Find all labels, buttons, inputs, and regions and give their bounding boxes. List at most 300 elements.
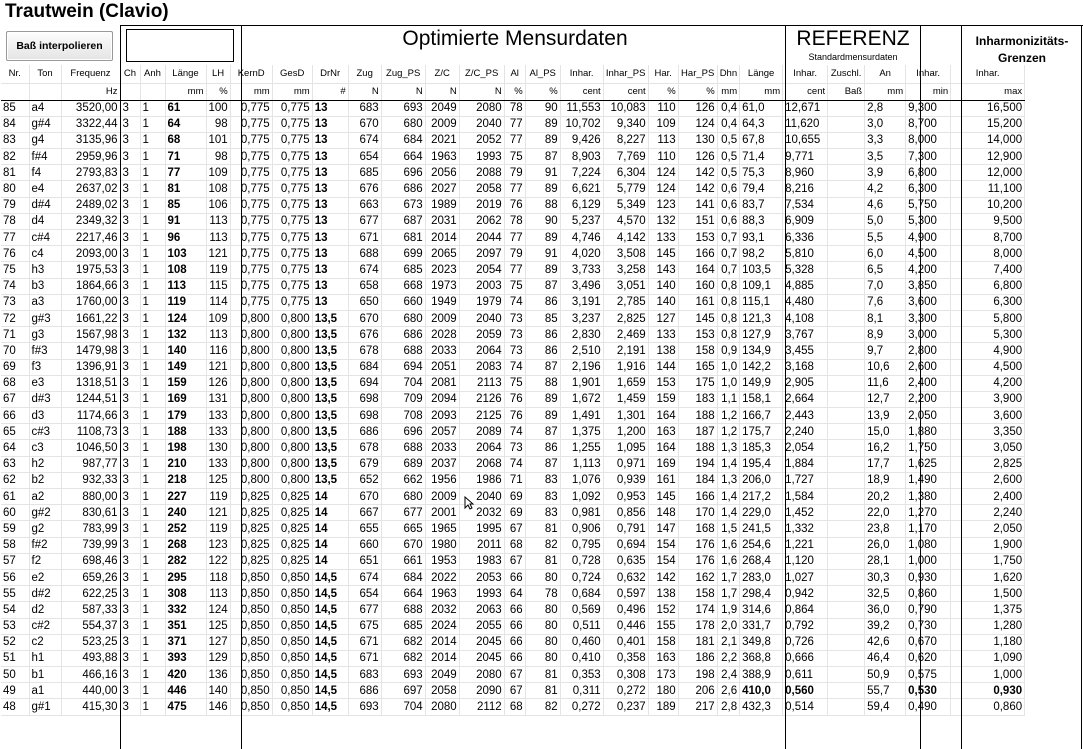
table-cell[interactable]: 64 <box>165 116 206 132</box>
table-cell[interactable]: 163 <box>648 650 678 666</box>
table-cell[interactable]: 0,800 <box>230 375 272 391</box>
column-header[interactable]: Inhar. <box>560 65 603 83</box>
table-cell[interactable]: 3,3 <box>865 132 906 148</box>
table-cell[interactable]: 3,300 <box>906 310 951 326</box>
table-cell[interactable]: 71 <box>504 472 525 488</box>
table-cell[interactable]: f#2 <box>29 537 61 553</box>
table-cell[interactable]: 664 <box>381 149 425 165</box>
table-cell[interactable]: 0,850 <box>272 699 312 715</box>
table-cell[interactable]: 115 <box>206 278 230 294</box>
column-header[interactable]: Inhar_PS <box>603 65 648 83</box>
table-cell[interactable]: 96 <box>165 230 206 246</box>
table-cell[interactable]: 1 <box>140 294 165 310</box>
table-cell[interactable]: d#2 <box>29 586 61 602</box>
column-header[interactable]: GesD <box>272 65 312 83</box>
table-cell[interactable]: 136 <box>206 667 230 683</box>
table-cell[interactable]: 2021 <box>425 132 459 148</box>
table-cell[interactable]: 164 <box>678 262 717 278</box>
table-cell[interactable]: 2089 <box>459 424 504 440</box>
table-cell[interactable]: 14,5 <box>312 618 348 634</box>
table-cell[interactable]: 78 <box>504 100 525 116</box>
table-cell[interactable]: 195,4 <box>740 456 783 472</box>
table-cell[interactable]: 0,850 <box>230 586 272 602</box>
table-cell[interactable]: 0,906 <box>560 521 603 537</box>
table-cell[interactable]: 81 <box>165 181 206 197</box>
table-cell[interactable] <box>828 456 865 472</box>
table-cell[interactable]: 73 <box>504 440 525 456</box>
table-cell[interactable]: 663 <box>348 197 381 213</box>
table-cell[interactable]: 90 <box>525 100 560 116</box>
table-cell[interactable]: 2,240 <box>951 505 1025 521</box>
table-cell[interactable]: 14,5 <box>312 634 348 650</box>
table-cell[interactable]: 13,9 <box>865 408 906 424</box>
table-cell[interactable]: 3 <box>120 569 140 585</box>
table-cell[interactable]: 4,6 <box>865 197 906 213</box>
table-cell[interactable]: 91 <box>525 165 560 181</box>
table-cell[interactable]: 140 <box>206 683 230 699</box>
table-cell[interactable]: 1 <box>140 230 165 246</box>
table-cell[interactable]: 0,792 <box>783 618 828 634</box>
table-cell[interactable]: 1396,91 <box>61 359 120 375</box>
table-cell[interactable]: 0,272 <box>603 683 648 699</box>
table-cell[interactable]: 13 <box>312 213 348 229</box>
table-cell[interactable]: 0,850 <box>272 683 312 699</box>
table-cell[interactable]: e4 <box>29 181 61 197</box>
table-cell[interactable]: 0,800 <box>230 310 272 326</box>
table-cell[interactable]: 132 <box>165 327 206 343</box>
table-cell[interactable]: 13 <box>312 116 348 132</box>
table-cell[interactable]: 3 <box>120 262 140 278</box>
table-cell[interactable] <box>828 246 865 262</box>
table-cell[interactable]: 1,6 <box>717 553 739 569</box>
table-cell[interactable]: 57 <box>1 553 29 569</box>
table-cell[interactable]: 0,930 <box>906 569 951 585</box>
table-cell[interactable]: 3,050 <box>951 440 1025 456</box>
table-cell[interactable]: 1,0 <box>717 359 739 375</box>
table-cell[interactable]: 147 <box>648 521 678 537</box>
column-header[interactable]: Al <box>504 65 525 83</box>
table-cell[interactable]: 0,775 <box>230 278 272 294</box>
table-cell[interactable]: 3 <box>120 456 140 472</box>
table-cell[interactable]: 170 <box>678 505 717 521</box>
table-cell[interactable]: 4,200 <box>951 375 1025 391</box>
table-cell[interactable]: 1975,53 <box>61 262 120 278</box>
table-cell[interactable]: c3 <box>29 440 61 456</box>
table-cell[interactable]: 14,5 <box>312 586 348 602</box>
table-cell[interactable]: 1 <box>140 246 165 262</box>
table-cell[interactable]: 0,775 <box>272 132 312 148</box>
table-cell[interactable]: 2,600 <box>906 359 951 375</box>
table-cell[interactable]: 16,2 <box>865 440 906 456</box>
table-cell[interactable]: 0,850 <box>230 667 272 683</box>
table-cell[interactable]: 0,800 <box>230 343 272 359</box>
table-cell[interactable]: 206,0 <box>740 472 783 488</box>
table-cell[interactable]: 1,000 <box>951 667 1025 683</box>
table-cell[interactable]: 679 <box>348 456 381 472</box>
table-cell[interactable]: 183 <box>678 391 717 407</box>
table-cell[interactable]: 684 <box>381 132 425 148</box>
table-cell[interactable]: 73 <box>504 310 525 326</box>
table-cell[interactable]: 124 <box>206 602 230 618</box>
table-cell[interactable]: 699 <box>381 246 425 262</box>
table-cell[interactable]: 3 <box>120 408 140 424</box>
table-cell[interactable]: 1983 <box>459 553 504 569</box>
table-cell[interactable]: 1 <box>140 537 165 553</box>
table-cell[interactable]: 651 <box>348 553 381 569</box>
table-cell[interactable]: 4,746 <box>560 230 603 246</box>
table-cell[interactable]: 3,508 <box>603 246 648 262</box>
table-cell[interactable]: 7,0 <box>865 278 906 294</box>
table-cell[interactable]: 89 <box>525 391 560 407</box>
column-unit[interactable]: mm <box>165 83 206 100</box>
table-cell[interactable]: 121 <box>206 246 230 262</box>
table-cell[interactable]: 2065 <box>425 246 459 262</box>
table-cell[interactable] <box>828 391 865 407</box>
table-cell[interactable]: 77 <box>504 181 525 197</box>
table-cell[interactable]: 1 <box>140 667 165 683</box>
table-cell[interactable]: 109,1 <box>740 278 783 294</box>
table-cell[interactable]: 88 <box>525 197 560 213</box>
table-cell[interactable]: 1,625 <box>906 456 951 472</box>
table-cell[interactable]: 188 <box>678 440 717 456</box>
table-cell[interactable]: 670 <box>348 310 381 326</box>
table-cell[interactable]: 6,300 <box>906 181 951 197</box>
table-cell[interactable]: 2,825 <box>951 456 1025 472</box>
table-cell[interactable]: 160 <box>678 278 717 294</box>
table-cell[interactable] <box>828 667 865 683</box>
table-cell[interactable]: 80 <box>525 634 560 650</box>
column-header[interactable]: DrNr <box>312 65 348 83</box>
table-cell[interactable]: g#1 <box>29 699 61 715</box>
table-cell[interactable]: 161 <box>648 472 678 488</box>
table-cell[interactable]: 2059 <box>459 327 504 343</box>
table-cell[interactable]: 674 <box>348 262 381 278</box>
table-cell[interactable]: 218 <box>165 472 206 488</box>
table-cell[interactable]: 6,800 <box>951 278 1025 294</box>
table-cell[interactable]: 3 <box>120 278 140 294</box>
table-cell[interactable]: 1,0 <box>717 375 739 391</box>
table-cell[interactable]: 0,850 <box>272 634 312 650</box>
table-cell[interactable] <box>828 408 865 424</box>
table-cell[interactable]: 0,8 <box>717 294 739 310</box>
table-cell[interactable]: 783,99 <box>61 521 120 537</box>
table-cell[interactable]: 1 <box>140 440 165 456</box>
table-cell[interactable]: 69 <box>1 359 29 375</box>
column-header[interactable]: Zuschl. <box>828 65 865 83</box>
table-cell[interactable]: 39,2 <box>865 618 906 634</box>
table-cell[interactable]: 26,0 <box>865 537 906 553</box>
table-cell[interactable]: 9,426 <box>560 132 603 148</box>
table-cell[interactable]: 9,771 <box>783 149 828 165</box>
table-cell[interactable]: 4,200 <box>906 262 951 278</box>
table-cell[interactable]: 2,8 <box>717 699 739 715</box>
table-cell[interactable]: 6,0 <box>865 246 906 262</box>
table-cell[interactable]: 81 <box>1 165 29 181</box>
table-cell[interactable]: 86 <box>525 343 560 359</box>
table-cell[interactable]: 77 <box>504 262 525 278</box>
table-cell[interactable]: 2094 <box>425 391 459 407</box>
table-cell[interactable]: 3,9 <box>865 165 906 181</box>
table-cell[interactable] <box>828 586 865 602</box>
table-cell[interactable]: 1,120 <box>783 553 828 569</box>
table-cell[interactable]: 1965 <box>425 521 459 537</box>
table-cell[interactable]: 1567,98 <box>61 327 120 343</box>
table-cell[interactable]: 1,255 <box>560 440 603 456</box>
table-cell[interactable]: 178 <box>678 618 717 634</box>
table-cell[interactable]: 55,7 <box>865 683 906 699</box>
table-cell[interactable]: 12,000 <box>951 165 1025 181</box>
table-cell[interactable]: 85 <box>1 100 29 116</box>
table-cell[interactable]: 67,8 <box>740 132 783 148</box>
table-cell[interactable]: 67 <box>504 521 525 537</box>
table-cell[interactable]: 14,5 <box>312 569 348 585</box>
table-cell[interactable] <box>828 537 865 553</box>
table-cell[interactable]: 68 <box>165 132 206 148</box>
table-cell[interactable]: 2045 <box>459 634 504 650</box>
table-cell[interactable]: 142 <box>648 569 678 585</box>
table-cell[interactable]: 3 <box>120 553 140 569</box>
table-cell[interactable]: 185,3 <box>740 440 783 456</box>
column-unit[interactable]: max <box>951 83 1025 100</box>
table-cell[interactable]: 2,400 <box>951 489 1025 505</box>
table-cell[interactable]: 1,490 <box>906 472 951 488</box>
table-cell[interactable]: 8,700 <box>951 230 1025 246</box>
table-cell[interactable]: 1 <box>140 197 165 213</box>
table-cell[interactable]: 198 <box>165 440 206 456</box>
table-cell[interactable]: 75 <box>1 262 29 278</box>
table-cell[interactable]: 0,850 <box>230 650 272 666</box>
table-cell[interactable]: 3 <box>120 505 140 521</box>
table-cell[interactable]: 1 <box>140 699 165 715</box>
table-cell[interactable]: 678 <box>348 440 381 456</box>
table-cell[interactable]: 1 <box>140 650 165 666</box>
table-cell[interactable]: 1979 <box>459 294 504 310</box>
column-header[interactable]: Zug_PS <box>381 65 425 83</box>
table-cell[interactable]: 0,496 <box>603 602 648 618</box>
table-cell[interactable]: 127 <box>206 634 230 650</box>
table-cell[interactable]: 0,272 <box>560 699 603 715</box>
table-cell[interactable]: g2 <box>29 521 61 537</box>
column-header[interactable]: Zug <box>348 65 381 83</box>
table-cell[interactable]: 2051 <box>425 359 459 375</box>
column-header[interactable]: Har. <box>648 65 678 83</box>
table-cell[interactable]: 78 <box>1 213 29 229</box>
table-cell[interactable]: 2,8 <box>865 100 906 116</box>
table-cell[interactable]: 688 <box>348 246 381 262</box>
table-cell[interactable] <box>828 375 865 391</box>
table-cell[interactable]: 5,5 <box>865 230 906 246</box>
table-cell[interactable]: 67 <box>504 553 525 569</box>
table-cell[interactable]: 158,1 <box>740 391 783 407</box>
table-cell[interactable]: 133 <box>206 408 230 424</box>
table-cell[interactable]: 0,860 <box>951 699 1025 715</box>
table-cell[interactable]: 14 <box>312 489 348 505</box>
column-unit[interactable] <box>140 83 165 100</box>
table-cell[interactable]: 74 <box>504 456 525 472</box>
table-cell[interactable]: 66 <box>504 602 525 618</box>
table-cell[interactable]: 0,632 <box>603 569 648 585</box>
table-cell[interactable]: 1 <box>140 375 165 391</box>
table-cell[interactable]: 3,455 <box>783 343 828 359</box>
table-cell[interactable]: 0,800 <box>230 440 272 456</box>
table-cell[interactable]: 2,905 <box>783 375 828 391</box>
column-unit[interactable] <box>1 83 29 100</box>
table-cell[interactable]: 0,791 <box>603 521 648 537</box>
column-unit[interactable]: Hz <box>61 83 120 100</box>
table-cell[interactable]: 0,800 <box>272 310 312 326</box>
table-cell[interactable]: 77 <box>1 230 29 246</box>
table-cell[interactable]: 166 <box>678 489 717 505</box>
table-cell[interactable] <box>828 618 865 634</box>
table-cell[interactable]: 388,9 <box>740 667 783 683</box>
table-cell[interactable]: 13,5 <box>312 391 348 407</box>
table-cell[interactable]: 124 <box>648 181 678 197</box>
table-cell[interactable]: 0,825 <box>272 489 312 505</box>
table-cell[interactable]: 127,9 <box>740 327 783 343</box>
table-cell[interactable]: 176 <box>678 553 717 569</box>
table-cell[interactable]: 0,684 <box>560 586 603 602</box>
table-cell[interactable]: 58 <box>1 537 29 553</box>
table-cell[interactable]: 80 <box>525 569 560 585</box>
table-cell[interactable]: 0,800 <box>272 343 312 359</box>
table-cell[interactable]: c#2 <box>29 618 61 634</box>
table-cell[interactable]: 109 <box>206 310 230 326</box>
table-cell[interactable]: 146 <box>206 699 230 715</box>
table-cell[interactable]: 1,080 <box>906 537 951 553</box>
table-cell[interactable]: 186 <box>678 650 717 666</box>
table-cell[interactable]: 165 <box>678 359 717 375</box>
table-cell[interactable]: 3 <box>120 343 140 359</box>
table-cell[interactable]: 67 <box>1 391 29 407</box>
table-cell[interactable]: 113 <box>206 213 230 229</box>
table-cell[interactable]: 14,5 <box>312 683 348 699</box>
table-cell[interactable]: 440,00 <box>61 683 120 699</box>
table-cell[interactable] <box>828 197 865 213</box>
table-cell[interactable]: 23,8 <box>865 521 906 537</box>
table-cell[interactable]: 665 <box>381 521 425 537</box>
table-cell[interactable]: 151 <box>678 213 717 229</box>
table-cell[interactable]: 3 <box>120 650 140 666</box>
table-cell[interactable]: g3 <box>29 327 61 343</box>
table-cell[interactable]: 61 <box>165 100 206 116</box>
table-cell[interactable]: 2113 <box>459 375 504 391</box>
table-cell[interactable]: 677 <box>348 602 381 618</box>
table-cell[interactable]: f4 <box>29 165 61 181</box>
table-cell[interactable]: 74 <box>504 424 525 440</box>
table-cell[interactable]: 2,600 <box>951 472 1025 488</box>
table-cell[interactable]: 675 <box>348 618 381 634</box>
table-cell[interactable]: 684 <box>381 569 425 585</box>
table-cell[interactable]: 3 <box>120 327 140 343</box>
table-cell[interactable]: 189 <box>648 699 678 715</box>
column-header[interactable]: Länge <box>740 65 783 83</box>
table-cell[interactable]: 2044 <box>459 230 504 246</box>
table-cell[interactable]: 3 <box>120 521 140 537</box>
table-cell[interactable]: 704 <box>381 699 425 715</box>
table-cell[interactable]: 13 <box>312 230 348 246</box>
table-cell[interactable]: 2056 <box>425 165 459 181</box>
table-cell[interactable]: 168 <box>678 521 717 537</box>
table-cell[interactable]: 0,775 <box>230 100 272 116</box>
table-cell[interactable] <box>828 100 865 116</box>
table-cell[interactable]: 446 <box>165 683 206 699</box>
table-cell[interactable]: h3 <box>29 262 61 278</box>
table-cell[interactable]: a4 <box>29 100 61 116</box>
table-cell[interactable]: 2,4 <box>717 667 739 683</box>
table-cell[interactable]: 82 <box>1 149 29 165</box>
table-cell[interactable]: 114 <box>206 294 230 310</box>
table-cell[interactable]: 153 <box>648 375 678 391</box>
table-cell[interactable]: 694 <box>381 359 425 375</box>
table-cell[interactable]: 3,051 <box>603 278 648 294</box>
table-cell[interactable]: 0,5 <box>717 149 739 165</box>
table-cell[interactable] <box>828 181 865 197</box>
table-cell[interactable]: 154 <box>648 537 678 553</box>
table-cell[interactable]: 3,733 <box>560 262 603 278</box>
table-cell[interactable]: 688 <box>381 343 425 359</box>
table-cell[interactable]: 3,5 <box>865 149 906 165</box>
table-cell[interactable] <box>828 149 865 165</box>
table-cell[interactable]: 0,825 <box>230 537 272 553</box>
table-cell[interactable]: 0,825 <box>272 553 312 569</box>
table-cell[interactable]: 1,620 <box>951 569 1025 585</box>
table-cell[interactable]: 4,900 <box>906 230 951 246</box>
table-cell[interactable]: 3 <box>120 213 140 229</box>
table-cell[interactable]: 0,775 <box>230 213 272 229</box>
table-cell[interactable] <box>828 440 865 456</box>
table-cell[interactable]: 6,909 <box>783 213 828 229</box>
table-cell[interactable]: 68 <box>504 699 525 715</box>
table-cell[interactable]: 0,775 <box>230 149 272 165</box>
table-cell[interactable]: 0,666 <box>783 650 828 666</box>
table-cell[interactable]: 1,027 <box>783 569 828 585</box>
table-cell[interactable]: 0,800 <box>272 424 312 440</box>
table-cell[interactable]: 0,864 <box>783 602 828 618</box>
table-cell[interactable] <box>828 310 865 326</box>
table-cell[interactable]: 1,452 <box>783 505 828 521</box>
table-cell[interactable]: 116 <box>206 343 230 359</box>
table-cell[interactable]: 1046,50 <box>61 440 120 456</box>
table-cell[interactable]: 682 <box>381 650 425 666</box>
table-cell[interactable]: 0,7 <box>717 246 739 262</box>
column-unit[interactable]: % <box>206 83 230 100</box>
table-cell[interactable]: 6,304 <box>603 165 648 181</box>
table-cell[interactable]: 3 <box>120 537 140 553</box>
table-cell[interactable]: 1,095 <box>603 440 648 456</box>
table-cell[interactable]: 79 <box>504 165 525 181</box>
table-cell[interactable]: 655 <box>348 521 381 537</box>
table-cell[interactable]: 84 <box>1 116 29 132</box>
table-cell[interactable]: 61,0 <box>740 100 783 116</box>
table-cell[interactable]: 100 <box>206 100 230 116</box>
table-cell[interactable]: 13,5 <box>312 440 348 456</box>
table-cell[interactable]: 0,358 <box>603 650 648 666</box>
table-cell[interactable]: 420 <box>165 667 206 683</box>
table-cell[interactable] <box>828 327 865 343</box>
table-cell[interactable]: 60 <box>1 505 29 521</box>
table-cell[interactable]: 676 <box>348 181 381 197</box>
table-cell[interactable]: 314,6 <box>740 602 783 618</box>
table-cell[interactable]: c#3 <box>29 424 61 440</box>
table-cell[interactable]: 0,971 <box>603 456 648 472</box>
table-cell[interactable]: 98 <box>206 149 230 165</box>
table-cell[interactable]: 7,400 <box>951 262 1025 278</box>
table-cell[interactable]: 13 <box>312 278 348 294</box>
table-cell[interactable]: 8,9 <box>865 327 906 343</box>
table-cell[interactable]: 698 <box>348 408 381 424</box>
table-cell[interactable]: 76 <box>504 408 525 424</box>
table-cell[interactable]: 6,800 <box>906 165 951 181</box>
